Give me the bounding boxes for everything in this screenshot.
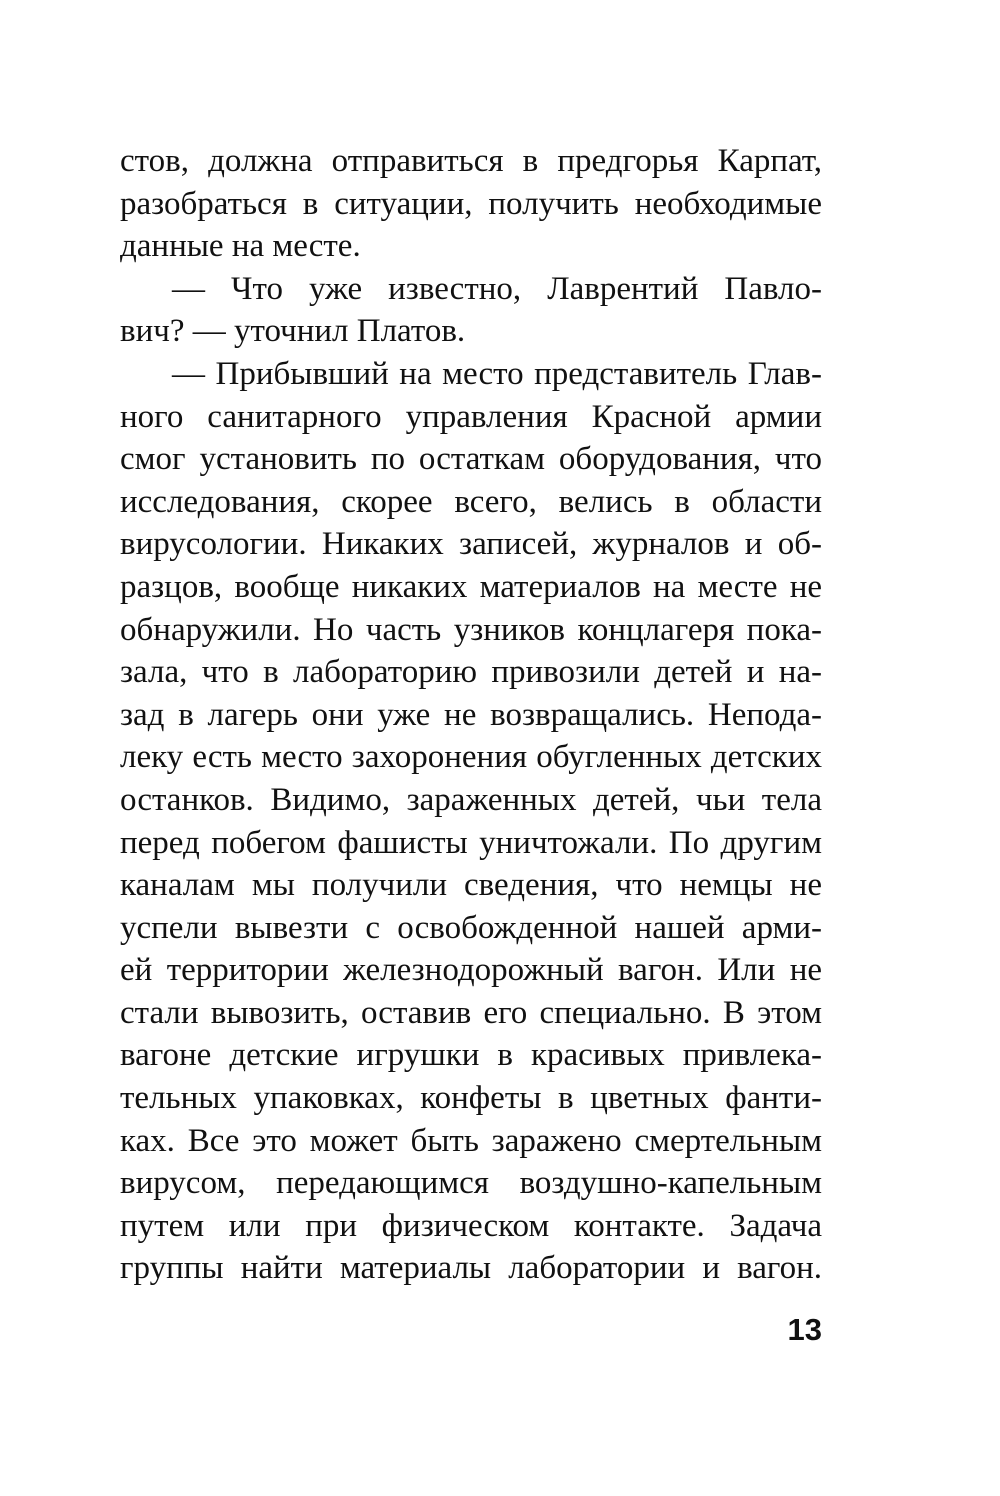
text-line: группы найти материалы лаборатории и вагон. — [120, 1250, 822, 1287]
text-line: данные на месте. — [120, 228, 361, 265]
text-line: путем или при физическом контакте. Задача — [120, 1207, 822, 1244]
page-number: 13 — [787, 1312, 822, 1347]
text-line: ках. Все это может быть заражено смертельным — [120, 1122, 822, 1159]
text-line: вирусологии. Никаких записей, журналов и об- — [120, 526, 822, 563]
text-line: смог установить по остаткам оборудования, что — [120, 441, 822, 478]
text-line: вирусом, передающимся воздушно-капельным — [120, 1165, 822, 1202]
text-line: обнаружили. Но часть узников концлагеря пока- — [120, 611, 822, 648]
text-line: разцов, вообще никаких материалов на месте не — [120, 568, 822, 605]
body-text — [120, 140, 822, 1290]
text-line: каналам мы получили сведения, что немцы не — [120, 867, 822, 904]
text-line: вагоне детские игрушки в красивых привлека- — [120, 1037, 822, 1074]
text-line: — Прибывший на место представитель Глав- — [172, 355, 822, 392]
text-line: ей территории железнодорожный вагон. Или не — [120, 952, 822, 989]
text-line: тельных упаковках, конфеты в цветных фанти- — [120, 1080, 822, 1117]
text-line: леку есть место захоронения обугленных детских — [120, 739, 822, 776]
text-line: зад в лагерь они уже не возвращались. Неподa- — [120, 696, 822, 733]
text-line: стов, должна отправиться в предгорья Карпат, — [120, 143, 822, 179]
text-line: успели вывезти с освобожденной нашей арми- — [120, 909, 822, 946]
text-line: разобраться в ситуации, получить необходимые — [120, 185, 822, 222]
text-line: стали вывозить, оставив его специально. В этом — [120, 994, 822, 1031]
text-line: останков. Видимо, зараженных детей, чьи тела — [120, 781, 822, 818]
text-line: исследования, скорее всего, велись в области — [120, 483, 822, 520]
text-line: — Что уже известно, Лаврентий Павло- — [172, 270, 822, 307]
text-line: вич? — уточнил Платов. — [120, 313, 466, 350]
text-line: перед побегом фашисты уничтожали. По другим — [120, 824, 822, 861]
text-line: зала, что в лабораторию привозили детей и на- — [120, 654, 822, 691]
text-line: ного санитарного управления Красной армии — [120, 398, 822, 435]
